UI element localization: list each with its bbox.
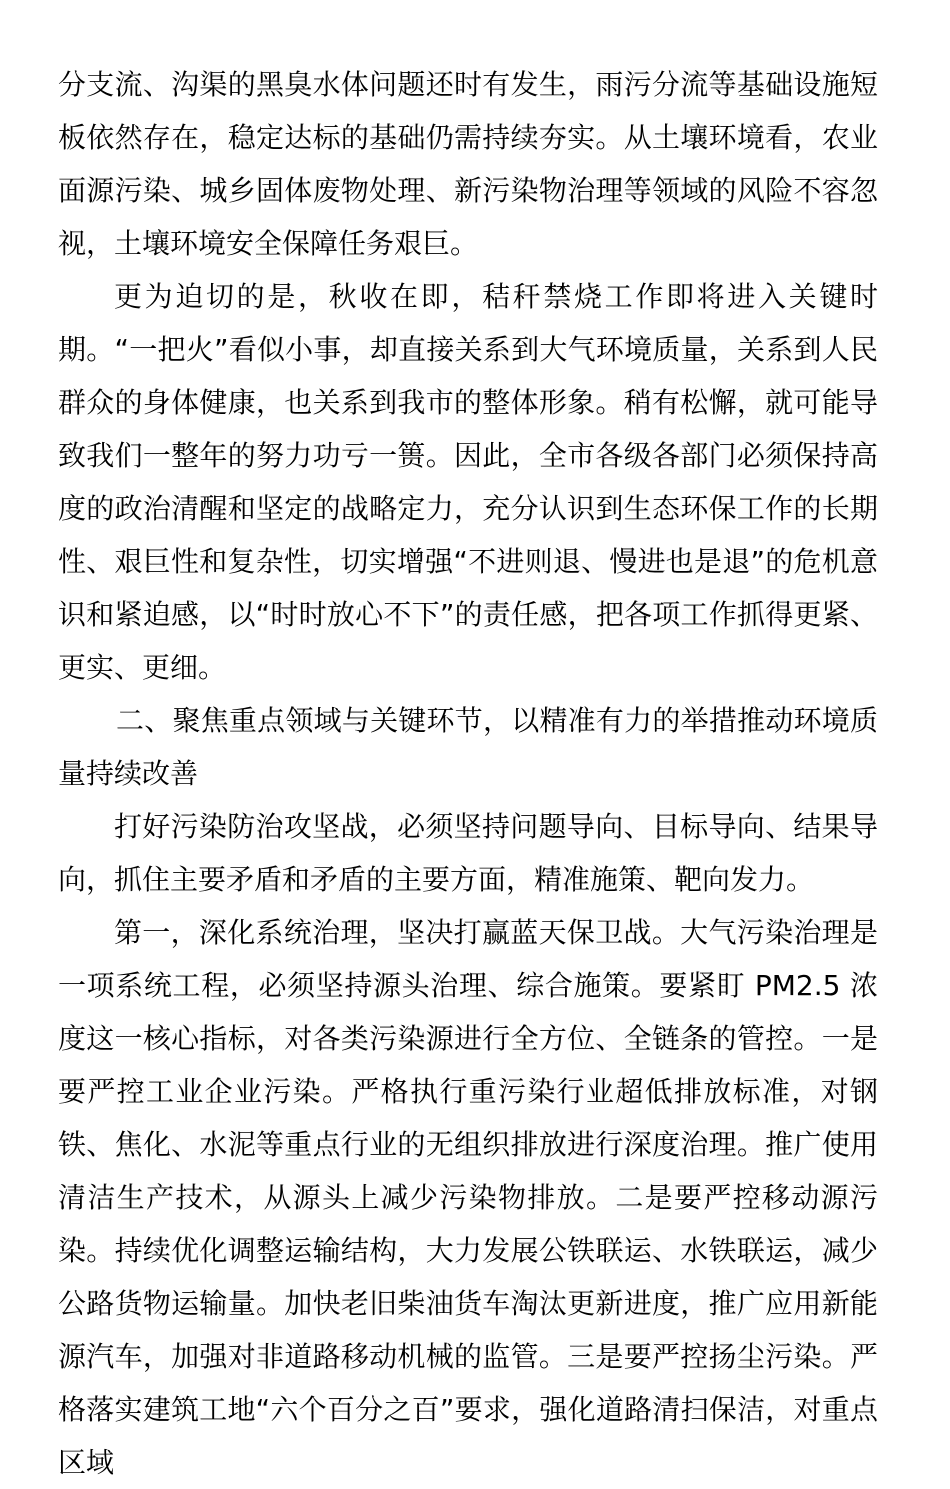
paragraph-water-soil-environment: 分支流、沟渠的黑臭水体问题还时有发生，雨污分流等基础设施短板依然存在，稳定达标的基础仍需持续夯实。从土壤环境看，农业面源污染、城乡固体废物处理、新污染物治理等领域的风险不容忽视，土壤环境安全保障任务艰巨。 xyxy=(58,68,878,260)
document-body xyxy=(58,58,878,1489)
section-heading-two: 二、聚焦重点领域与关键环节，以精准有力的举措推动环境质量持续改善 xyxy=(58,704,878,790)
paragraph-pollution-control-orientation: 打好污染防治攻坚战，必须坚持问题导向、目标导向、结果导向，抓住主要矛盾和矛盾的主要方面，精准施策、靶向发力。 xyxy=(58,810,878,896)
paragraph-straw-burning-urgency: 更为迫切的是，秋收在即，秸秆禁烧工作即将进入关键时期。“一把火”看似小事，却直接关系到大气环境质量，关系到人民群众的身体健康，也关系到我市的整体形象。稍有松懈，就可能导致我们一整年的努力功亏一篑。因此，全市各级各部门必须保持高度的政治清醒和坚定的战略定力，充分认识到生态环保工作的长期性、艰巨性和复杂性，切实增强“不进则退、慢进也是退”的危机意识和紧迫感，以“时时放心不下”的责任感，把各项工作抓得更紧、更实、更细。 xyxy=(58,280,878,684)
paragraph-blue-sky-defense-measures: 第一，深化系统治理，坚决打赢蓝天保卫战。大气污染治理是一项系统工程，必须坚持源头治理、综合施策。要紧盯 PM2.5 浓度这一核心指标，对各类污染源进行全方位、全链条的管控。一是要严控工业企业污染。严格执行重污染行业超低排放标准，对钢铁、焦化、水泥等重点行业的无组织排放进行深度治理。推广使用清洁生产技术，从源头上减少污染物排放。二是要严控移动源污染。持续优化调整运输结构，大力发展公铁联运、水铁联运，减少公路货物运输量。加快老旧柴油货车淘汰更新进度，推广应用新能源汽车，加强对非道路移动机械的监管。三是要严控扬尘污染。严格落实建筑工地“六个百分之百”要求，强化道路清扫保洁，对重点区域 xyxy=(58,916,878,1479)
